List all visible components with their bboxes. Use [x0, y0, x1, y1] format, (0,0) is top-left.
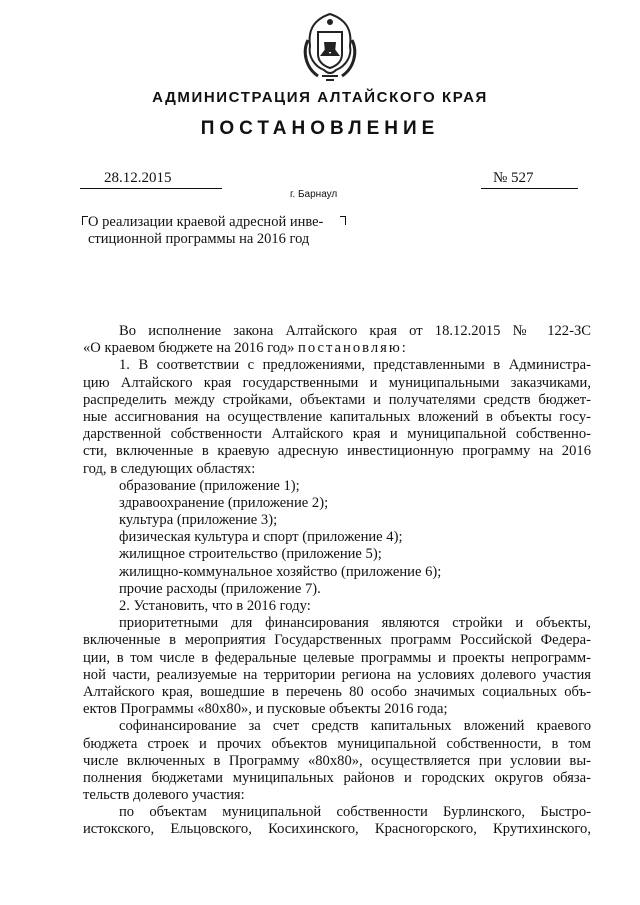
body-line: ной части, реализуемые на территории региона на условиях долевого участия [83, 666, 591, 683]
body-line: цию Алтайского края государственными и муниципальными заказчиками, [83, 374, 591, 391]
area-list-item: образование (приложение 1); [119, 477, 300, 494]
body-line: распределить между стройками, объектами и получателями средств бюджет- [83, 391, 591, 408]
subject-line: стиционной программы на 2016 год [88, 231, 310, 247]
body-line: Алтайского края, вошедшие в перечень 80 особо значимых социальных объ- [83, 683, 591, 700]
body-line: по объектам муниципальной собственности Бурлинского, Быстро- [119, 804, 591, 821]
area-list-item: культура (приложение 3); [119, 512, 278, 529]
document-number: № 527 [493, 170, 534, 186]
resolution-keyword: постановляю: [298, 340, 408, 357]
body-line: числе включенных в Программу «80х80», осуществляется при условии вы- [83, 752, 591, 769]
coat-of-arms-emblem [298, 10, 362, 84]
area-list-item: жилищное строительство (приложение 5); [119, 546, 382, 563]
body-line: софинансирование за счет средств капитальных вложений краевого [119, 718, 591, 735]
body-line: ектов Программы «80х80», и пусковые объекты 2016 года; [83, 701, 448, 718]
body-line: год, в следующих областях: [83, 460, 256, 477]
body-line: Во исполнение закона Алтайского края от 18.12.2015 № 122-ЗС [119, 323, 591, 339]
subject-line: О реализации краевой адресной инве- [88, 214, 324, 230]
body-line: ции, в том числе в федеральные целевые программы и проекты непрограмм- [83, 649, 591, 666]
body-line: приоритетными для финансирования являются стройки и объекты, [119, 615, 591, 632]
body-line: дарственной собственности Алтайского края и муниципальной собственно- [83, 426, 591, 443]
document-body [83, 323, 591, 839]
body-line: тельств долевого участия: [83, 787, 245, 804]
area-list-item: физическая культура и спорт (приложение 4); [119, 529, 403, 546]
body-line: бюджета строек и прочих объектов муниципальной собственности, в том [83, 735, 591, 752]
area-list-item: прочие расходы (приложение 7). [119, 580, 321, 597]
document-subject [88, 214, 358, 248]
date-underline [80, 188, 222, 189]
area-list-item: жилищно-коммунальное хозяйство (приложение 6); [119, 563, 442, 580]
body-line [83, 340, 591, 357]
body-line: полнения бюджетами муниципальных районов и городских округов обяза- [83, 769, 591, 786]
organization-name: АДМИНИСТРАЦИЯ АЛТАЙСКОГО КРАЯ [152, 89, 488, 106]
body-text: «О краевом бюджете на 2016 год» [83, 340, 299, 357]
document-date: 28.12.2015 [104, 170, 172, 186]
body-line: сти, включенные в краевую адресную инвестиционную программу на 2016 [83, 443, 591, 460]
body-line: истокского, Ельцовского, Косихинского, Красногорского, Крутихинского, [83, 821, 591, 838]
body-line: ные ассигнования на осуществление капитальных вложений в объекты госу- [83, 408, 591, 425]
body-line: включенные в мероприятия Государственных программ Российской Федера- [83, 632, 591, 649]
city-label: г. Барнаул [290, 189, 338, 200]
area-list-item: здравоохранение (приложение 2); [119, 494, 329, 511]
number-underline [481, 188, 578, 189]
body-line: 1. В соответствии с предложениями, представленными в Администра- [119, 357, 591, 374]
body-line: 2. Установить, что в 2016 году: [119, 598, 311, 614]
document-type-title: ПОСТАНОВЛЕНИЕ [200, 118, 440, 139]
